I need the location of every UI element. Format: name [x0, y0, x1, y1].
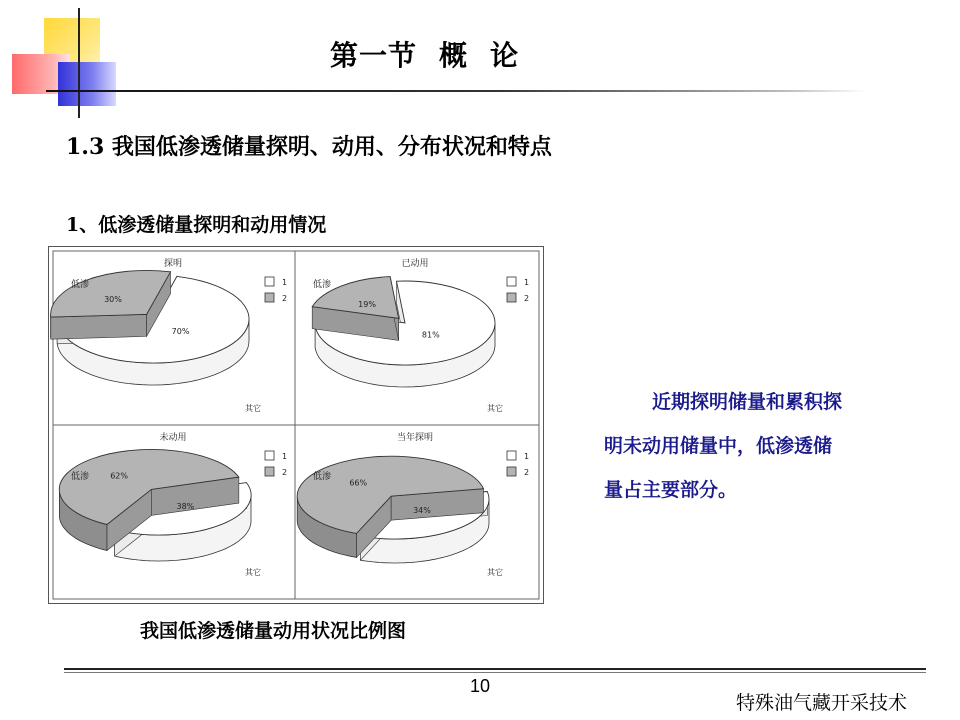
legend-swatch-0-0	[265, 277, 274, 286]
legend-swatch-1-0	[507, 277, 516, 286]
pie-1-value-other: 81%	[421, 330, 440, 340]
pie-0-label-low: 低渗	[71, 280, 90, 290]
pie-title-1: 已动用	[401, 259, 429, 269]
footer-brand: 特殊油气藏开采技术	[736, 692, 908, 714]
title-part-1: 第一节	[330, 39, 418, 72]
logo-vertical-line	[78, 8, 80, 118]
pie-2-label-low: 低渗	[71, 472, 90, 482]
pie-0-label-other: 其它	[245, 404, 261, 413]
pie-title-0: 探明	[163, 259, 183, 269]
pie-2-value-low: 62%	[110, 471, 128, 481]
page-number: 10	[470, 676, 491, 696]
legend-label-2-1: 2	[282, 468, 288, 477]
pie-3-value-other: 34%	[413, 505, 431, 515]
pie-0-slice-low-cut-0	[51, 314, 147, 339]
title-part-2: 概	[439, 39, 469, 72]
pie-0-value-low: 30%	[104, 295, 122, 305]
pie-chart-figure	[48, 246, 544, 604]
footer-rule-thin	[64, 672, 926, 673]
pie-1-label-low: 低渗	[313, 280, 332, 290]
pie-0-value-other: 70%	[171, 326, 190, 336]
footer-rule	[64, 668, 926, 670]
legend-label-3-0: 1	[524, 452, 530, 461]
summary-note	[604, 380, 904, 512]
pie-1-label-other: 其它	[487, 404, 503, 413]
pie-1-value-low: 19%	[358, 299, 376, 309]
legend-label-2-0: 1	[282, 452, 288, 461]
section-subheading: 1、低渗透储量探明和动用情况	[66, 214, 327, 236]
pie-3-label-other: 其它	[487, 568, 503, 577]
legend-swatch-2-1	[265, 467, 274, 476]
legend-swatch-3-1	[507, 467, 516, 476]
legend-swatch-2-0	[265, 451, 274, 460]
legend-label-1-0: 1	[524, 278, 530, 287]
legend-swatch-1-1	[507, 293, 516, 302]
legend-label-0-0: 1	[282, 278, 288, 287]
pie-title-2: 未动用	[159, 433, 187, 443]
section-heading: 1.3 我国低渗透储量探明、动用、分布状况和特点	[66, 134, 552, 160]
logo-blue-square	[58, 62, 116, 106]
legend-label-1-1: 2	[524, 294, 530, 303]
legend-swatch-3-0	[507, 451, 516, 460]
pie-3-label-low: 低渗	[313, 472, 332, 482]
title-part-3: 论	[490, 39, 520, 72]
figure-caption: 我国低渗透储量动用状况比例图	[140, 620, 407, 642]
note-line-2: 明未动用储量中，低渗透储	[604, 435, 833, 457]
pie-2-label-other: 其它	[245, 568, 261, 577]
legend-swatch-0-1	[265, 293, 274, 302]
legend-label-0-1: 2	[282, 294, 288, 303]
pie-2-value-other: 38%	[176, 501, 195, 511]
note-line-1: 近期探明储量和累积探	[652, 391, 843, 413]
pie-chart-svg	[49, 247, 543, 603]
pie-3-value-low: 66%	[349, 478, 368, 488]
legend-label-3-1: 2	[524, 468, 530, 477]
pie-title-3: 当年探明	[396, 433, 434, 443]
header-rule	[46, 90, 866, 92]
note-line-3: 量占主要部分。	[604, 479, 738, 501]
page-title	[330, 34, 519, 74]
